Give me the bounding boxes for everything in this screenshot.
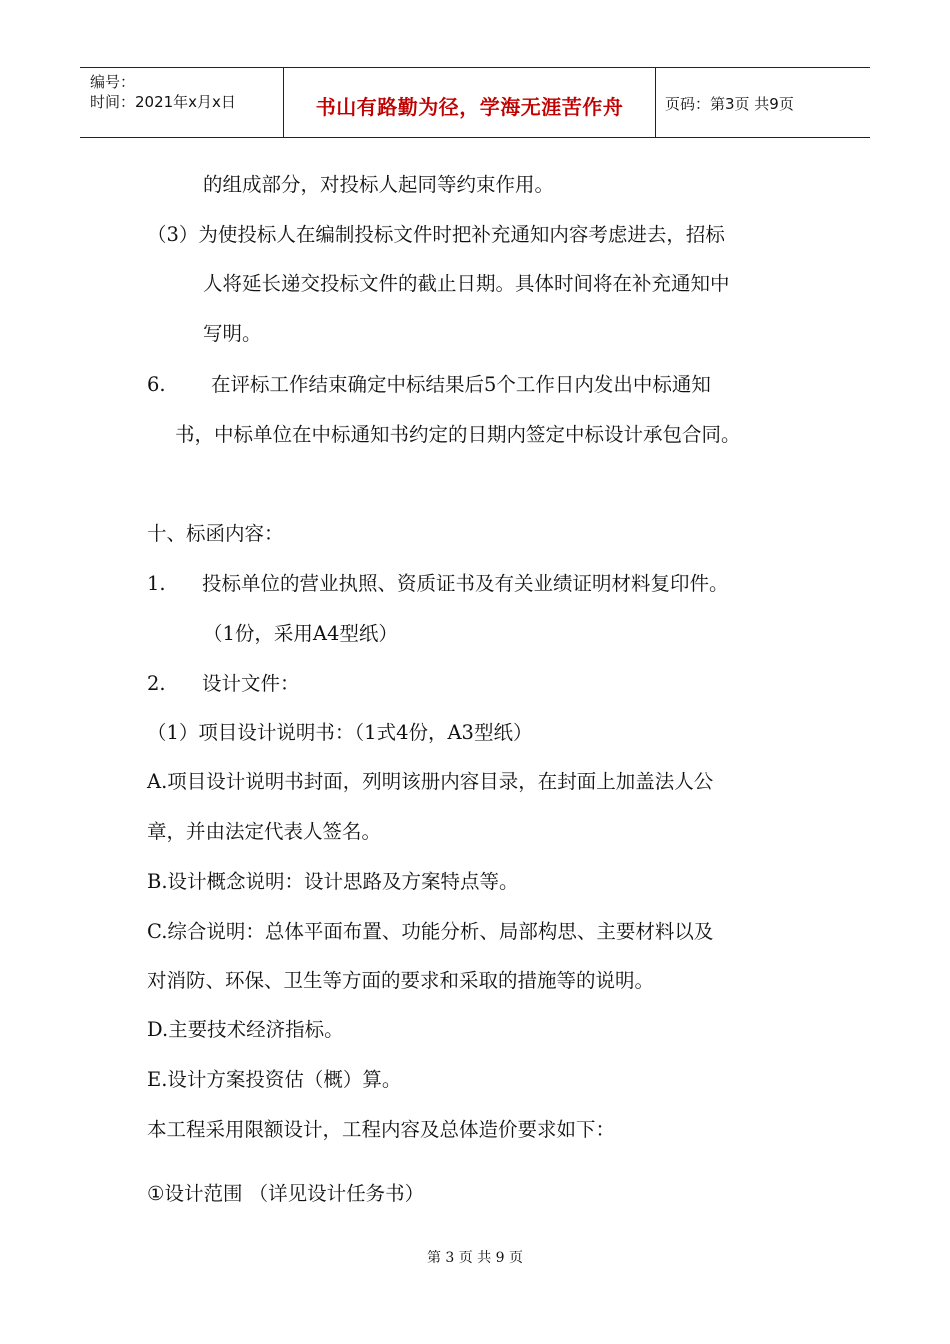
motto: 书山有路勤为径，学海无涯苦作舟 — [315, 95, 624, 119]
text-line: 章，并由法定代表人签名。 — [147, 820, 382, 843]
list-number: 6. — [147, 373, 166, 396]
header-left-cell — [80, 68, 283, 137]
text-line: 在评标工作结束确定中标结果后5个工作日内发出中标通知 — [211, 373, 711, 396]
text-line: C.综合说明：总体平面布置、功能分析、局部构思、主要材料以及 — [147, 920, 714, 943]
list-number: 1. — [147, 572, 166, 595]
text-line: 设计文件： — [202, 672, 300, 695]
page-footer: 第 3 页 共 9 页 — [426, 1250, 524, 1266]
text-line: （1份，采用A4型纸） — [203, 622, 398, 645]
text-line: 对消防、环保、卫生等方面的要求和采取的措施等的说明。 — [147, 969, 655, 992]
text-line: （3）为使投标人在编制投标文件时把补充通知内容考虑进去，招标 — [147, 223, 725, 246]
header-motto-cell — [283, 68, 656, 137]
text-line: 人将延长递交投标文件的截止日期。具体时间将在补充通知中 — [203, 272, 730, 295]
list-number: 2. — [147, 672, 166, 695]
text-line: E.设计方案投资估（概）算。 — [147, 1068, 402, 1091]
serial-label: 编号： — [90, 73, 136, 91]
header-right-cell — [655, 68, 870, 137]
section-title: 十、标函内容： — [147, 522, 284, 545]
time-label: 时间：2021年x月x日 — [90, 93, 236, 111]
text-line: 的组成部分，对投标人起同等约束作用。 — [203, 173, 555, 196]
text-line: B.设计概念说明：设计思路及方案特点等。 — [147, 870, 519, 893]
document-header — [80, 67, 870, 138]
text-line: A.项目设计说明书封面，列明该册内容目录，在封面上加盖法人公 — [147, 770, 714, 793]
text-line: 投标单位的营业执照、资质证书及有关业绩证明材料复印件。 — [202, 572, 729, 595]
subsection-title: ①设计范围 （详见设计任务书） — [147, 1182, 425, 1205]
text-line: 书，中标单位在中标通知书约定的日期内签定中标设计承包合同。 — [175, 423, 741, 446]
page-info: 页码：第3页 共9页 — [665, 95, 794, 113]
text-line: （1）项目设计说明书：（1式4份，A3型纸） — [147, 721, 533, 744]
text-line: 写明。 — [203, 322, 262, 345]
text-line: 本工程采用限额设计，工程内容及总体造价要求如下： — [147, 1118, 616, 1141]
text-line: D.主要技术经济指标。 — [147, 1018, 344, 1041]
